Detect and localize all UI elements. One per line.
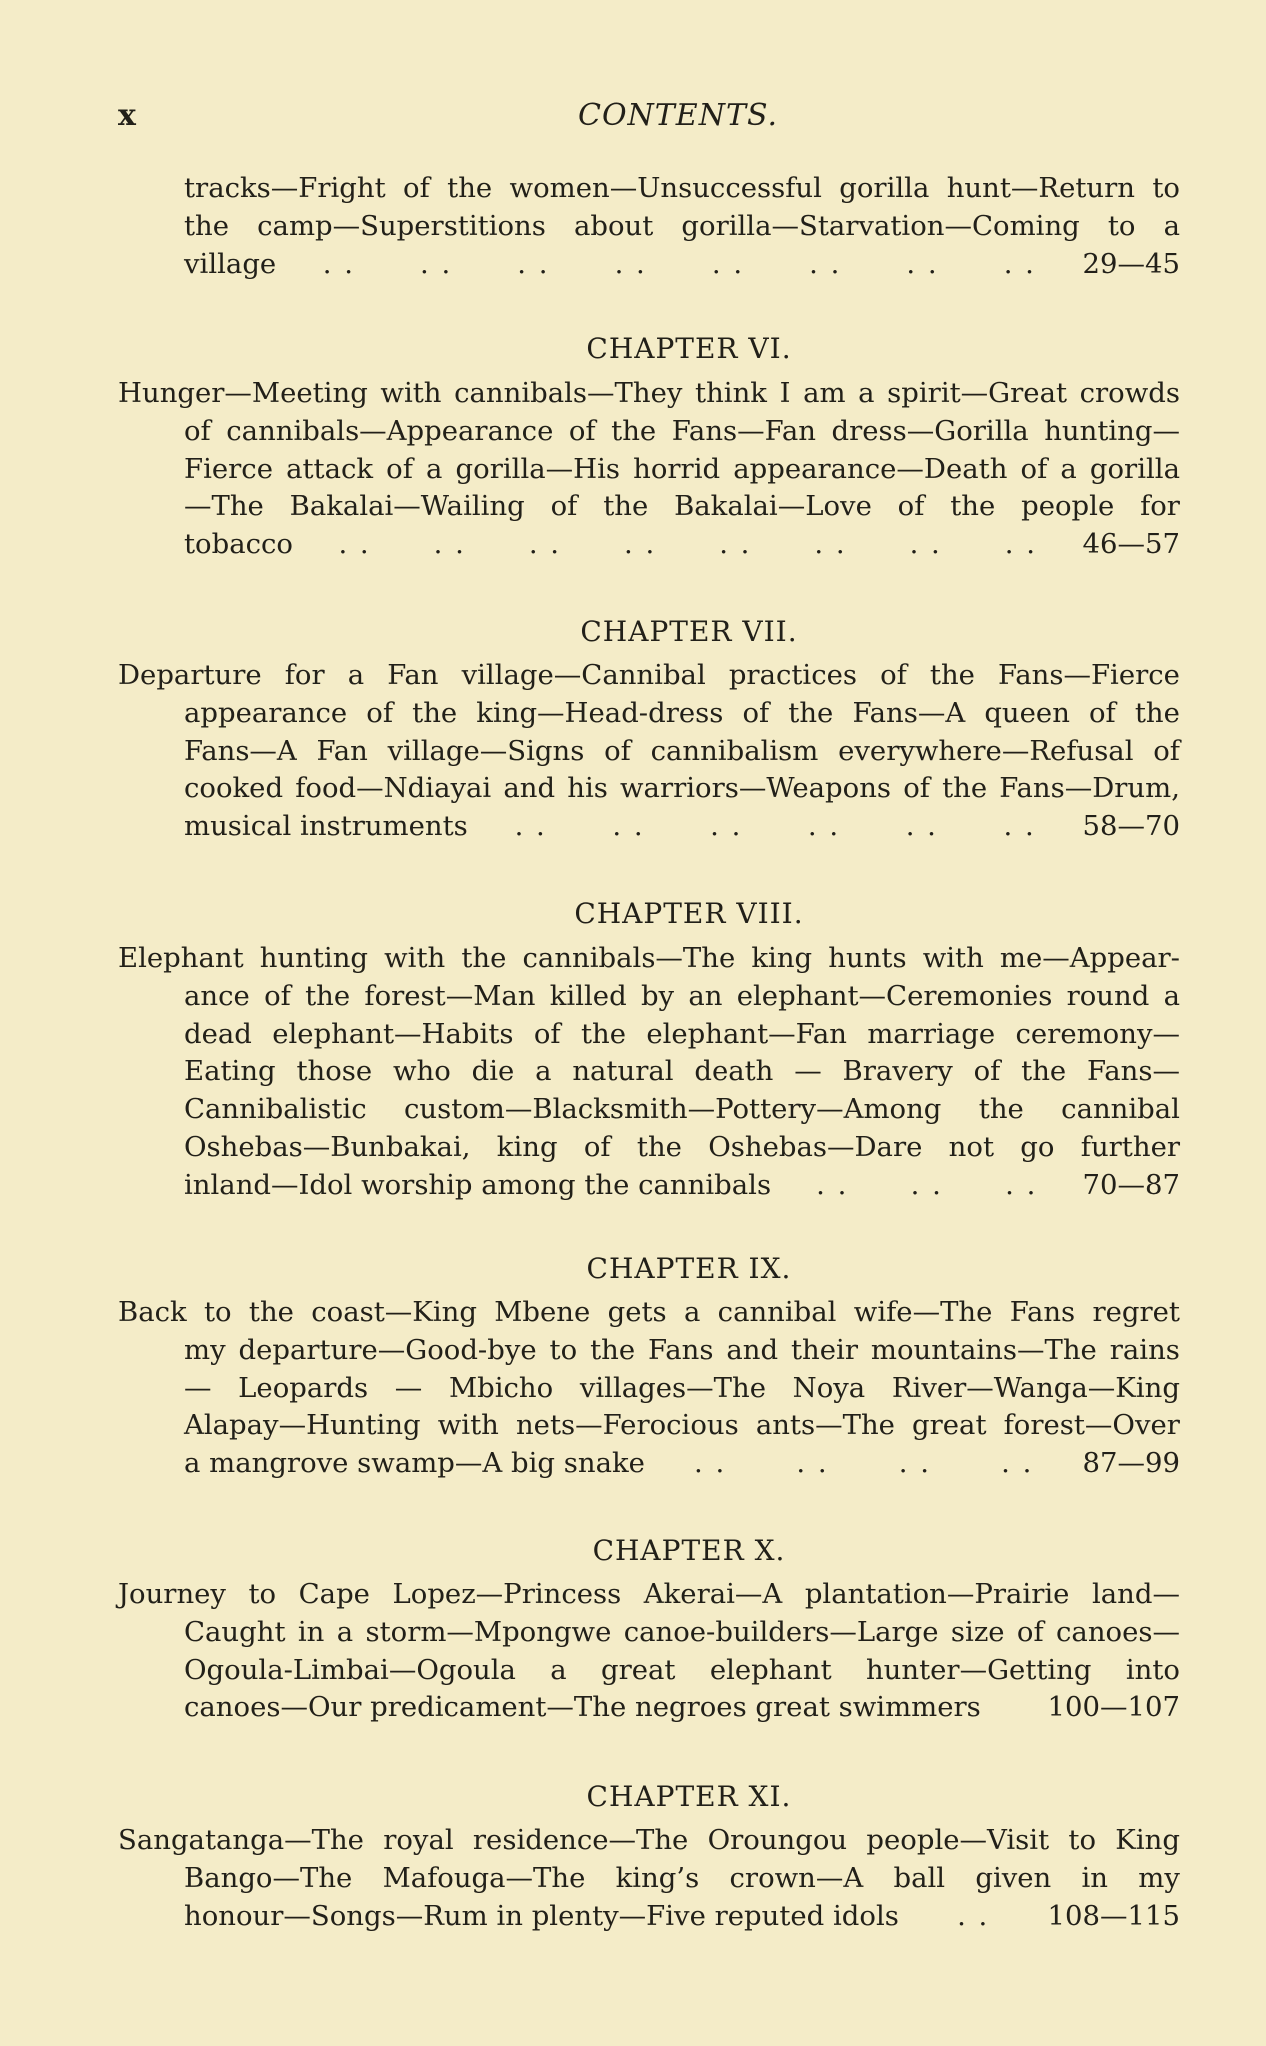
page-range: 46—57 [1082, 528, 1180, 561]
leader-dots: . . [1001, 1447, 1034, 1480]
contents-entry [118, 1576, 1180, 1727]
entry-line: of cannibals—Appearance of the Fans—Fan dress—Gorilla hunting— [184, 414, 1180, 447]
page-range: 87—99 [1082, 1447, 1180, 1480]
entry-line: Alapay—Hunting with nets—Ferocious ants—The great forest—Over [184, 1409, 1180, 1442]
entry-line: cooked food—Ndiayai and his warriors—Weapons of the Fans—Drum, [184, 772, 1180, 805]
page-range: 29—45 [1082, 247, 1180, 280]
leader-dots: . . [612, 810, 645, 843]
leader-dots: . . [719, 528, 752, 561]
leader-dots: . . [528, 528, 562, 561]
leader-dots: . . [420, 247, 453, 280]
contents-entry [118, 940, 1180, 1205]
entry-line: Departure for a Fan village—Cannibal practices of the Fans—Fierce [118, 659, 1180, 691]
dot-leaders [293, 526, 1083, 564]
entry-line: Journey to Cape Lopez—Princess Akerai—A plantation—Prairie land— [118, 1578, 1180, 1610]
entry-last-text: inland—Idol worship among the cannibals [184, 1168, 772, 1201]
chapter-heading: CHAPTER VII. [580, 615, 798, 648]
leader-dots: . . [514, 810, 547, 843]
contents-entry [118, 1294, 1180, 1483]
leader-dots: . . [796, 1447, 829, 1480]
contents-entry [118, 170, 1180, 283]
leader-dots: . . [614, 247, 647, 280]
leader-dots: . . [807, 810, 841, 843]
dot-leaders [771, 1167, 1082, 1205]
chapter-heading: CHAPTER VIII. [574, 897, 804, 930]
dot-leaders [899, 1898, 1048, 1936]
contents-entry [118, 1822, 1180, 1935]
page-range: 70—87 [1082, 1168, 1180, 1201]
entry-line: Fans—A Fan village—Signs of cannibalism everywhere—Refusal of [184, 734, 1180, 767]
leader-dots: . . [898, 1447, 932, 1480]
leader-dots: . . [338, 528, 371, 561]
chapter-heading: CHAPTER X. [592, 1534, 786, 1567]
entry-last-line [118, 1445, 1180, 1483]
dot-leaders [468, 808, 1083, 846]
entry-last-text: tobacco [184, 528, 293, 561]
leader-dots: . . [711, 247, 745, 280]
chapter-heading: CHAPTER IX. [586, 1252, 792, 1285]
entry-last-text: musical instruments [184, 810, 468, 843]
entry-line: tracks—Fright of the women—Unsuccessful gorilla hunt—Return to [184, 172, 1180, 204]
chapter-heading: CHAPTER XI. [586, 1780, 792, 1813]
entry-last-text: a mangrove swamp—A big snake [184, 1447, 645, 1480]
leader-dots: . . [910, 1168, 943, 1201]
leader-dots: . . [1004, 528, 1037, 561]
leader-dots: . . [816, 1168, 849, 1201]
entry-line: Eating those who die a natural death — Bravery of the Fans— [184, 1055, 1180, 1088]
entry-line: Ogoula-Limbai—Ogoula a great elephant hunter—Getting into [184, 1653, 1180, 1686]
entry-last-line [118, 246, 1180, 284]
entry-last-line [118, 526, 1180, 564]
leader-dots: . . [624, 528, 657, 561]
dot-leaders [276, 246, 1082, 284]
leader-dots: . . [905, 810, 938, 843]
contents-entry [118, 375, 1180, 564]
chapter-heading: CHAPTER VI. [586, 332, 792, 365]
entry-line: Caught in a storm—Mpongwe canoe-builders—Large size of canoes— [184, 1615, 1180, 1648]
entry-line: Oshebas—Bunbakai, king of the Oshebas—Dare not go further [184, 1130, 1180, 1163]
entry-line: Elephant hunting with the cannibals—The king hunts with me—Appear- [118, 942, 1180, 974]
entry-line: — Leopards — Mbicho villages—The Noya River—Wanga—King [184, 1371, 1180, 1404]
entry-last-text: canoes—Our predicament—The negroes great swimmers [184, 1691, 981, 1724]
entry-line: appearance of the king—Head-dress of the Fans—A queen of the [184, 696, 1180, 729]
leader-dots: . . [906, 247, 939, 280]
entry-line: Sangatanga—The royal residence—The Oroungou people—Visit to King [118, 1824, 1180, 1856]
leader-dots: . . [1005, 1168, 1038, 1201]
leader-dots: . . [1003, 247, 1036, 280]
leader-dots: . . [517, 247, 550, 280]
dot-leaders [645, 1445, 1083, 1483]
leader-dots: . . [322, 247, 355, 280]
entry-line: Back to the coast—King Mbene gets a cannibal wife—The Fans regret [118, 1296, 1180, 1328]
entry-last-text: village [184, 247, 277, 280]
leader-dots: . . [809, 247, 842, 280]
page-range: 100—107 [1047, 1691, 1180, 1724]
entry-line: Bango—The Mafouga—The king’s crown—A ball given in my [184, 1861, 1180, 1894]
entry-last-line [118, 1689, 1180, 1727]
page-title: CONTENTS. [578, 98, 778, 133]
entry-line: dead elephant—Habits of the elephant—Fan marriage ceremony— [184, 1017, 1180, 1050]
entry-last-line [118, 1898, 1180, 1936]
entry-line: Hunger—Meeting with cannibals—They think I am a spirit—Great crowds [118, 377, 1180, 409]
page-range: 108—115 [1047, 1899, 1180, 1932]
entry-line: my departure—Good-bye to the Fans and their mountains—The rains [184, 1333, 1180, 1366]
entry-last-line [118, 808, 1180, 846]
leader-dots: . . [814, 528, 847, 561]
entry-line: ance of the forest—Man killed by an elephant—Ceremonies round a [184, 979, 1180, 1012]
entry-last-line [118, 1167, 1180, 1205]
entry-line: Fierce attack of a gorilla—His horrid appearance—Death of a gorilla [184, 452, 1180, 485]
page-range: 58—70 [1082, 810, 1180, 843]
entry-line: the camp—Superstitions about gorilla—Starvation—Coming to a [184, 209, 1180, 242]
leader-dots: . . [957, 1899, 990, 1932]
leader-dots: . . [694, 1447, 727, 1480]
leader-dots: . . [710, 810, 743, 843]
entry-line: Cannibalistic custom—Blacksmith—Pottery—Among the cannibal [184, 1093, 1180, 1126]
running-head [118, 98, 1178, 142]
leader-dots: . . [1003, 810, 1036, 843]
contents-entry [118, 657, 1180, 846]
page-number: x [118, 98, 136, 133]
leader-dots: . . [433, 528, 466, 561]
leader-dots: . . [909, 528, 942, 561]
entry-last-text: honour—Songs—Rum in plenty—Five reputed idols [184, 1899, 899, 1932]
entry-line: —The Bakalai—Wailing of the Bakalai—Love of the people for [184, 490, 1180, 523]
